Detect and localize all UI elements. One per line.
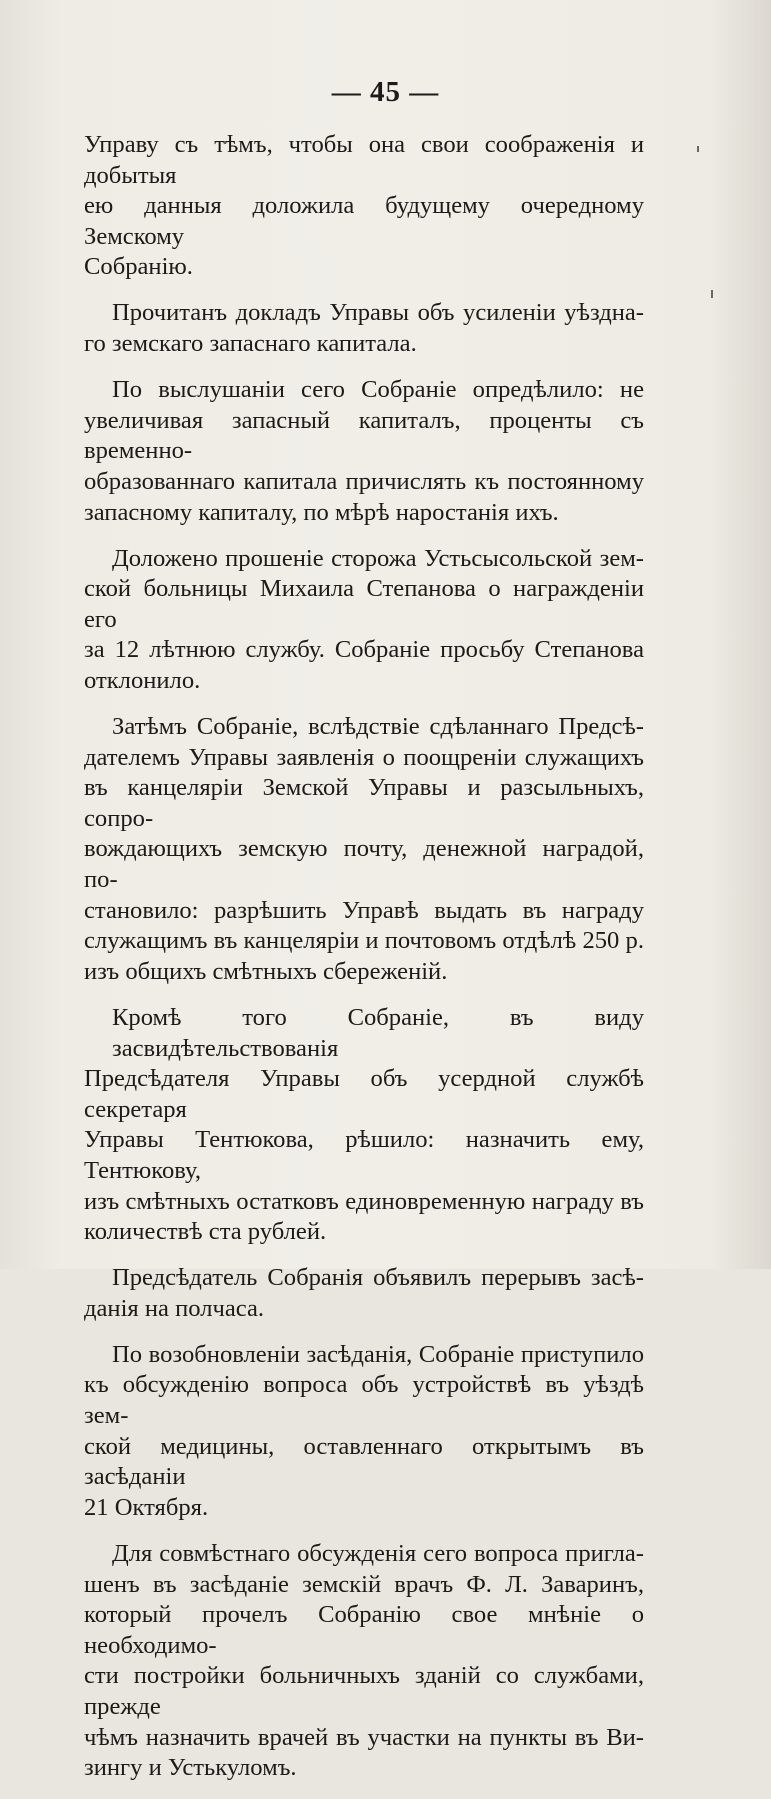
text-line: запасному капиталу, по мѣрѣ наростанія ихъ.	[84, 498, 559, 526]
text-line: къ обсужденію вопроса объ устройствѣ въ уѣздѣ зем-	[84, 1371, 644, 1430]
text-line: изъ общихъ смѣтныхъ сбереженій.	[84, 957, 448, 985]
paragraph-9	[84, 1539, 644, 1784]
text-line: 21 Октября.	[84, 1493, 209, 1521]
text-line: Предсѣдатель Собранія объявилъ перерывъ засѣ-	[112, 1264, 644, 1292]
text-line: Собранію.	[84, 253, 193, 281]
text-line: Затѣмъ Собраніе, вслѣдствіе сдѣланнаго Предсѣ-	[112, 713, 644, 741]
text-line: Доложено прошеніе сторожа Устьсысольской зем-	[112, 544, 644, 572]
text-line: ею данныя доложила будущему очередному Земскому	[84, 192, 644, 250]
text-line: вождающихъ земскую почту, денежной наградой, по-	[84, 835, 644, 894]
text-line: По возобновленіи засѣданія, Собраніе приступило	[112, 1340, 644, 1368]
text-line: который прочелъ Собранію свое мнѣніе о необходимо-	[84, 1601, 644, 1659]
text-line: увеличивая запасный капиталъ, проценты съ временно-	[84, 406, 644, 465]
text-line: данія на полчаса.	[84, 1294, 265, 1322]
text-line: количествѣ ста рублей.	[84, 1218, 327, 1246]
text-line: за 12 лѣтнюю службу. Собраніе просьбу Степанова	[84, 636, 644, 664]
text-line: отклонило.	[84, 667, 201, 694]
paragraph-5	[84, 712, 644, 987]
text-line: Управу съ тѣмъ, чтобы она свои соображенія и добытыя	[84, 131, 644, 189]
text-line: сти постройки больничныхъ зданій со службами, прежде	[84, 1662, 644, 1720]
paragraph-3	[84, 375, 644, 528]
text-line: Кромѣ того Собраніе, въ виду засвидѣтельствованія	[112, 1003, 644, 1062]
text-line: чѣмъ назначить врачей въ участки на пункты въ Ви-	[84, 1723, 644, 1751]
paragraph-8	[84, 1340, 644, 1524]
text-line: зингу и Устькуломъ.	[84, 1754, 297, 1782]
paragraph-7	[84, 1263, 644, 1324]
text-line: Прочитанъ докладъ Управы объ усиленіи уѣздна-	[112, 299, 644, 327]
text-line: Для совмѣстнаго обсужденія сего вопроса пригла-	[112, 1539, 644, 1567]
paragraph-1	[84, 130, 644, 283]
margin-mark	[697, 146, 699, 152]
text-line: изъ смѣтныхъ остатковъ единовременную награду въ	[84, 1187, 644, 1215]
text-line: ской медицины, оставленнаго открытымъ въ засѣданіи	[84, 1432, 644, 1491]
text-line: дателемъ Управы заявленія о поощреніи служащихъ	[84, 743, 644, 771]
text-line: образованнаго капитала причислять къ постоянному	[84, 467, 644, 495]
body-text	[84, 130, 644, 1799]
text-line: служащимъ въ канцеляріи и почтовомъ отдѣлѣ 250 р.	[84, 927, 644, 955]
text-line: Предсѣдателя Управы объ усердной службѣ секретаря	[84, 1065, 644, 1123]
margin-mark	[711, 290, 713, 298]
paragraph-6	[84, 1003, 644, 1248]
text-line: Управы Тентюкова, рѣшило: назначить ему, Тентюкову,	[84, 1126, 644, 1184]
page-number: — 45 —	[331, 76, 440, 108]
paragraph-4	[84, 544, 644, 697]
text-line: становило: разрѣшить Управѣ выдать въ награду	[84, 896, 644, 924]
text-line: ской больницы Михаила Степанова о награжденіи его	[84, 575, 644, 633]
text-line: го земскаго запаснаго капитала.	[84, 330, 417, 358]
text-line: шенъ въ засѣданіе земскій врачъ Ф. Л. Заваринъ,	[84, 1570, 644, 1598]
text-line: По выслушаніи сего Собраніе опредѣлило: не	[112, 376, 644, 404]
text-line: въ канцеляріи Земской Управы и разсыльныхъ, сопро-	[84, 774, 644, 832]
paragraph-2	[84, 298, 644, 359]
